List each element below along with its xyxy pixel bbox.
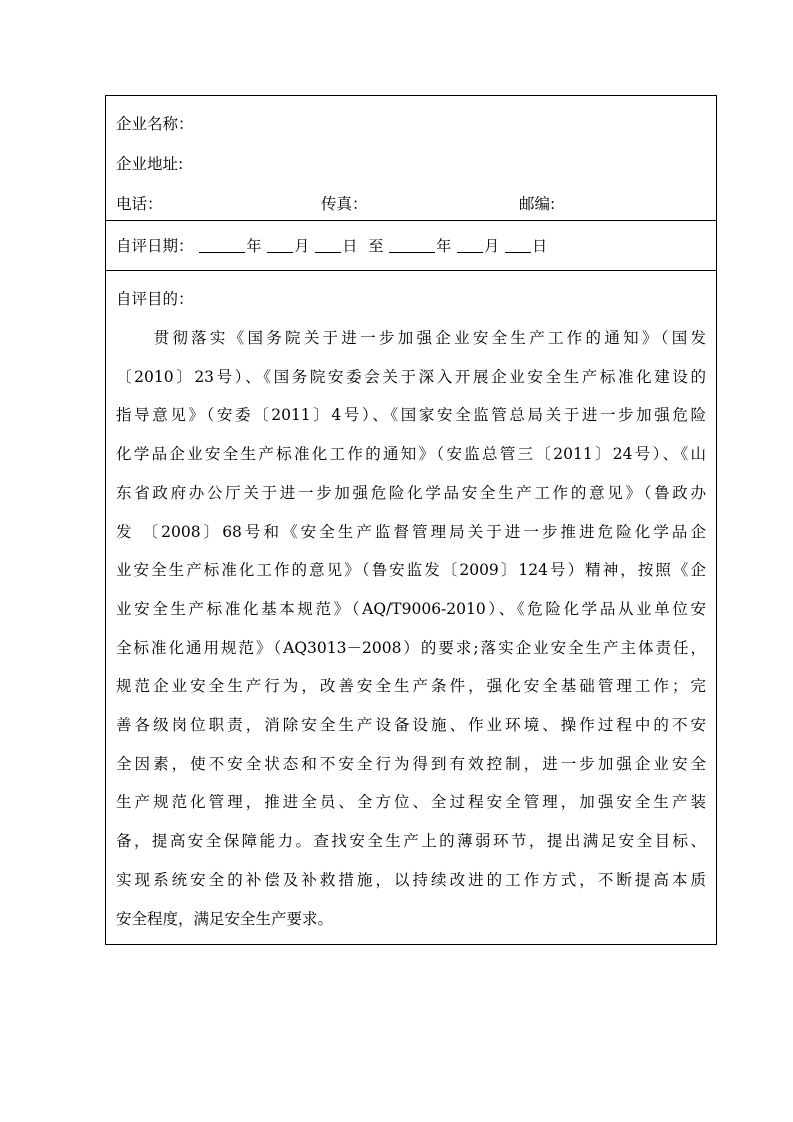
end-day-field[interactable]: [505, 237, 531, 253]
evaluation-date-row: [116, 221, 706, 271]
paragraph-line: 化学品企业安全生产标准化工作的通知》（安监总管三〔2011〕24号）、《山: [116, 445, 706, 464]
start-year-field[interactable]: [199, 237, 245, 253]
start-month-field[interactable]: [267, 237, 293, 253]
month-unit: 月: [294, 237, 310, 255]
postcode-label: 邮编:: [519, 195, 556, 213]
purpose-title: 自评目的：: [116, 290, 194, 308]
purpose-paragraph: [116, 319, 706, 938]
evaluation-date-label: 自评日期：: [116, 237, 194, 255]
company-name-row: [116, 104, 706, 144]
paragraph-line: 生产规范化管理，推进全员、全方位、全过程安全管理，加强安全生产装: [116, 793, 706, 812]
end-month-field[interactable]: [457, 237, 483, 253]
paragraph-line: 业安全生产标准化工作的意见》（鲁安监发〔2009〕124号）精神，按照《企: [116, 561, 706, 580]
paragraph-line: 业安全生产标准化基本规范》（AQ/T9006-2010）、《危险化学品从业单位安: [116, 599, 706, 618]
paragraph-line: 善各级岗位职责，消除安全生产设备设施、作业环境、操作过程中的不安: [116, 716, 706, 735]
paragraph-line: 指导意见》（安委〔2011〕4号）、《国家安全监管总局关于进一步加强危险: [116, 406, 706, 425]
company-address-row: [116, 144, 706, 184]
month-unit: 月: [484, 237, 500, 255]
self-evaluation-form: [105, 95, 717, 945]
phone-label: 电话：: [116, 195, 163, 213]
paragraph-line: 贯彻落实《国务院关于进一步加强企业安全生产工作的通知》（国发: [116, 329, 706, 347]
paragraph-line: 东省政府办公厅关于进一步加强危险化学品安全生产工作的意见》（鲁政办: [116, 483, 706, 502]
year-unit: 年: [436, 237, 452, 255]
company-name-label: 企业名称：: [116, 115, 194, 133]
company-address-label: 企业地址:: [116, 155, 184, 173]
paragraph-line: 备，提高安全保障能力。查找安全生产上的薄弱环节，提出满足安全目标、: [116, 832, 706, 851]
paragraph-line: 全标准化通用规范》（AQ3013－2008）的要求;落实企业安全生产主体责任，: [116, 638, 706, 657]
contact-row: [116, 184, 706, 224]
paragraph-line: 实现系统安全的补偿及补救措施，以持续改进的工作方式，不断提高本质: [116, 870, 706, 889]
paragraph-line: 发 〔2008〕68号和《安全生产监督管理局关于进一步推进危险化学品企: [116, 522, 706, 541]
company-info-section: [106, 96, 716, 221]
paragraph-line: 安全程度，满足安全生产要求。: [116, 909, 334, 928]
year-unit: 年: [246, 237, 262, 255]
end-year-field[interactable]: [389, 237, 435, 253]
to-label: 至: [368, 237, 384, 255]
fax-label: 传真：: [321, 195, 368, 213]
paragraph-line: 〔2010〕23号）、《国务院安委会关于深入开展企业安全生产标准化建设的: [116, 367, 706, 386]
evaluation-date-section: [106, 221, 716, 271]
evaluation-purpose-section: [106, 271, 716, 944]
start-day-field[interactable]: [315, 237, 341, 253]
day-unit: 日: [342, 237, 358, 255]
day-unit: 日: [532, 237, 548, 255]
paragraph-line: 全因素，使不安全状态和不安全行为得到有效控制，进一步加强企业安全: [116, 754, 706, 773]
paragraph-line: 规范企业安全生产行为，改善安全生产条件，强化安全基础管理工作；完: [116, 677, 706, 696]
